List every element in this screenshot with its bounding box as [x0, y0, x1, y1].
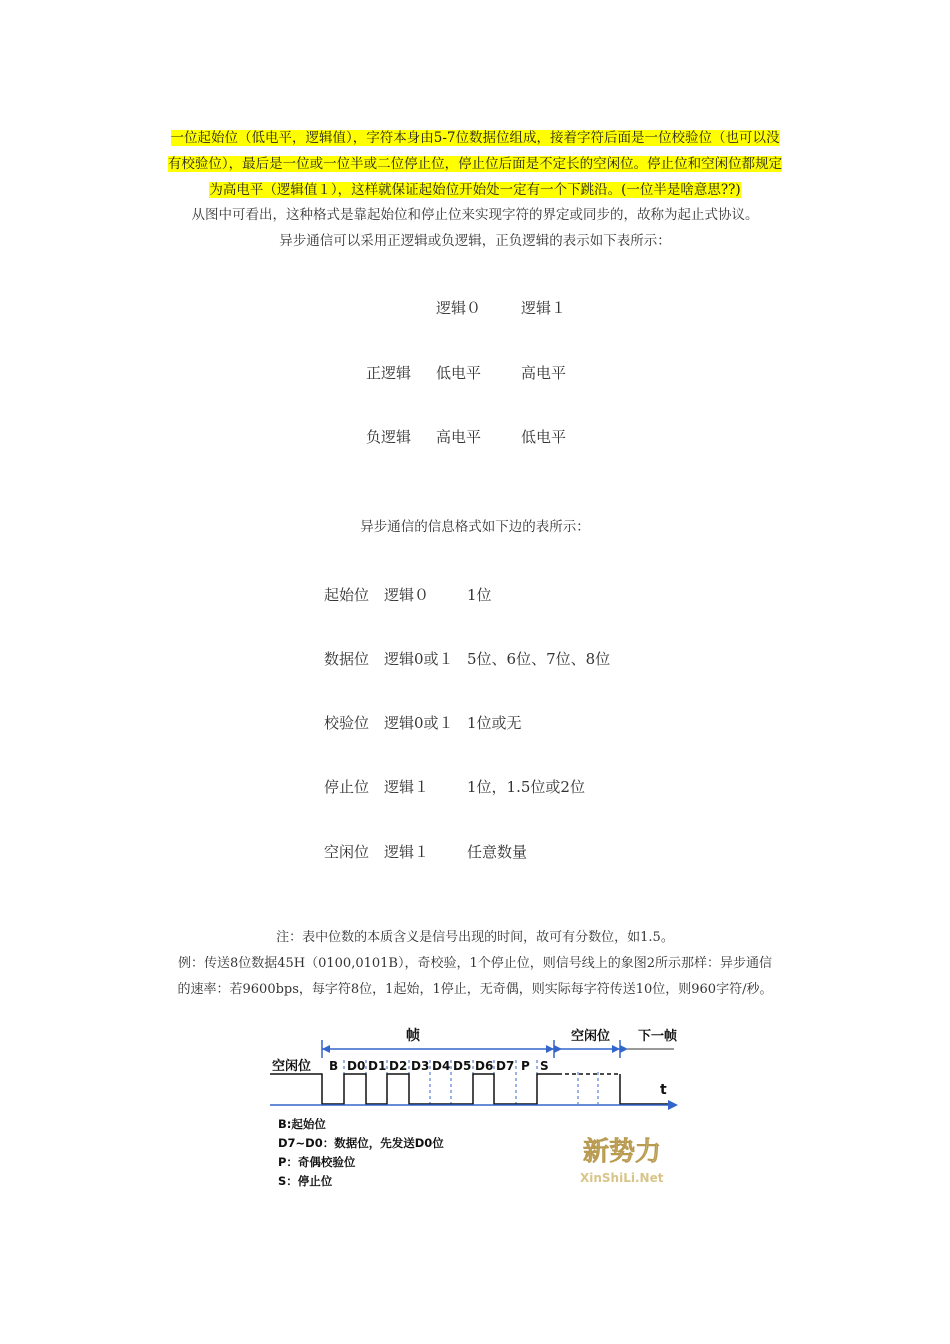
intro-line-2: 有校验位），最后是一位或一位半或二位停止位，停止位后面是不定长的空闲位。停止位和空闲位都规定	[167, 156, 783, 172]
bit-label-p: P	[521, 1059, 530, 1073]
timing-diagram	[268, 1020, 680, 1192]
format-intro: 异步通信的信息格式如下边的表所示：	[360, 519, 590, 535]
bit-label-d5: D5	[453, 1059, 472, 1073]
legend-start-bit: B:起始位	[278, 1117, 326, 1131]
format-bits: 5位、6位、7位、8位	[467, 650, 611, 668]
next-frame-label: 下一帧	[638, 1029, 678, 1044]
idle-arrow-right	[612, 1045, 620, 1053]
bit-label-d3: D3	[411, 1059, 430, 1073]
waveform	[270, 1074, 558, 1104]
legend-stop-bit: S：停止位	[278, 1174, 333, 1188]
format-field: 停止位	[324, 778, 370, 796]
next-arrow-left	[620, 1045, 628, 1053]
idle-arrow-left	[554, 1045, 562, 1053]
left-idle-label: 空闲位	[272, 1059, 312, 1074]
bit-label-b: B	[329, 1059, 339, 1073]
format-bits: 1位，1.5位或2位	[467, 778, 585, 796]
logic-cell: 低电平	[436, 364, 482, 382]
idle-label: 空闲位	[571, 1029, 611, 1044]
bit-label-d0: D0	[347, 1059, 366, 1073]
legend-data-bits: D7~D0：数据位，先发送D0位	[278, 1136, 444, 1150]
format-logic: 逻辑１	[384, 843, 430, 861]
bit-label-d4: D4	[432, 1059, 451, 1073]
bit-label-d7: D7	[496, 1059, 515, 1073]
intro-line-1: 一位起始位（低电平，逻辑值），字符本身由5-7位数据位组成，接着字符后面是一位校验位（也可以没	[170, 130, 780, 146]
format-logic: 逻辑0或１	[384, 714, 454, 732]
frame-arrow-right	[546, 1045, 554, 1053]
format-logic: 逻辑0或１	[384, 650, 454, 668]
format-field: 校验位	[324, 714, 370, 732]
bit-label-d6: D6	[475, 1059, 494, 1073]
format-field: 空闲位	[324, 843, 370, 861]
logic-cell: 高电平	[521, 364, 567, 382]
note-line-3: 的速率：若9600bps，每字符8位，1起始，1停止，无奇偶，则实际每字符传送10位，则960字符/秒。	[177, 982, 773, 997]
logic-row-label: 正逻辑	[366, 364, 412, 382]
format-bits: 1位或无	[467, 714, 522, 732]
logic-header-1: 逻辑１	[521, 299, 567, 317]
watermark-site: XinShiLi.Net	[580, 1171, 664, 1185]
bit-label-d2: D2	[389, 1059, 408, 1073]
logic-row-label: 负逻辑	[366, 428, 412, 446]
format-logic: 逻辑０	[384, 586, 430, 604]
bit-label-s: S	[540, 1059, 549, 1073]
format-logic: 逻辑１	[384, 778, 430, 796]
note-line-2: 例：传送8位数据45H（0100,0101B），奇校验，1个停止位，则信号线上的象图2所示那样：异步通信	[177, 956, 773, 971]
format-bits: 1位	[467, 586, 492, 604]
format-field: 起始位	[324, 586, 370, 604]
legend-parity-bit: P：奇偶校验位	[278, 1155, 356, 1169]
frame-arrow-left	[322, 1045, 330, 1053]
format-field: 数据位	[324, 650, 370, 668]
intro-line-3: 为高电平（逻辑值１），这样就保证起始位开始处一定有一个下跳沿。(一位半是啥意思??)	[209, 182, 741, 198]
note-line-1: 注：表中位数的本质含义是信号出现的时间，故可有分数位，如1.5。	[276, 930, 674, 945]
highlighted-intro	[140, 125, 810, 203]
intro-line-5: 异步通信可以采用正逻辑或负逻辑，正负逻辑的表示如下表所示：	[279, 233, 671, 249]
logic-cell: 低电平	[521, 428, 567, 446]
time-axis-label: t	[660, 1082, 667, 1098]
time-axis-arrow	[668, 1100, 678, 1110]
format-bits: 任意数量	[467, 843, 528, 861]
watermark-logo: 新势力	[583, 1137, 662, 1167]
intro-line-4: 从图中可看出，这种格式是靠起始位和停止位来实现字符的界定或同步的，故称为起止式协议。	[191, 207, 759, 223]
bit-label-d1: D1	[368, 1059, 387, 1073]
logic-cell: 高电平	[436, 428, 482, 446]
frame-label: 帧	[406, 1028, 420, 1044]
logic-header-0: 逻辑０	[436, 299, 482, 317]
